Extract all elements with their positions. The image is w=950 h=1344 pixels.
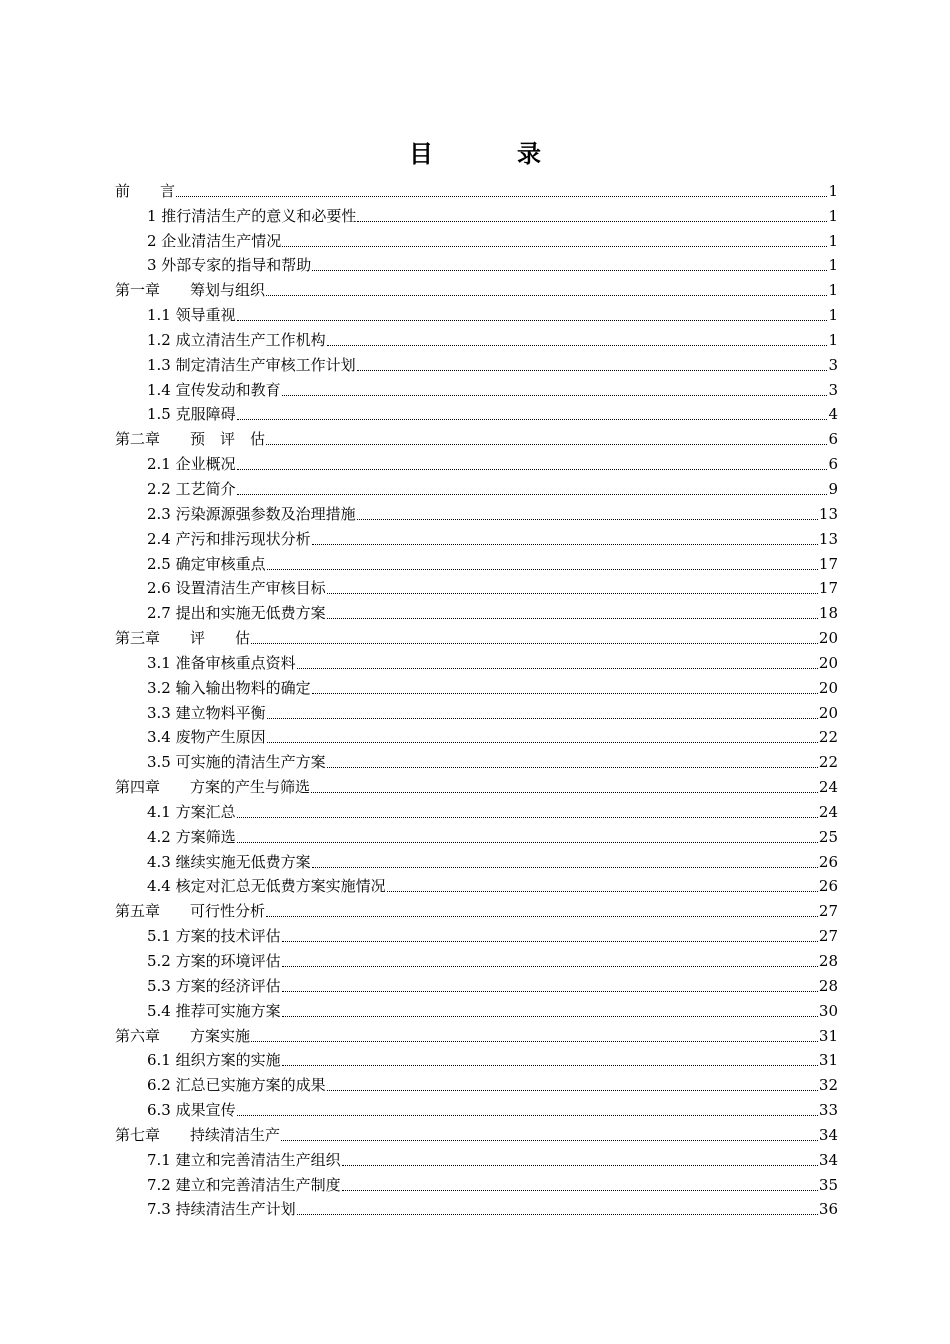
toc-leader-dots bbox=[251, 642, 818, 644]
toc-entry-label: 2.6 设置清洁生产审核目标 bbox=[147, 579, 326, 598]
page-title: 目 录 bbox=[409, 139, 571, 168]
toc-entry[interactable] bbox=[115, 771, 838, 796]
toc-entry-label: 1.2 成立清洁生产工作机构 bbox=[147, 330, 326, 349]
toc-leader-dots bbox=[237, 816, 818, 818]
toc-entry-page: 9 bbox=[828, 479, 838, 498]
toc-entry-page: 17 bbox=[818, 554, 838, 573]
toc-leader-dots bbox=[327, 617, 818, 619]
toc-entry-label: 2.2 工艺简介 bbox=[147, 479, 236, 498]
toc-entry-page: 13 bbox=[818, 504, 838, 523]
toc-entry[interactable] bbox=[115, 945, 838, 970]
toc-entry-label: 1.5 克服障碍 bbox=[147, 405, 236, 424]
toc-entry-label: 6.1 组织方案的实施 bbox=[147, 1051, 281, 1070]
toc-entry[interactable] bbox=[115, 647, 838, 672]
toc-entry-page: 31 bbox=[818, 1051, 838, 1070]
toc-entry[interactable] bbox=[115, 274, 838, 299]
toc-entry-page: 4 bbox=[828, 405, 838, 424]
toc-entry[interactable] bbox=[115, 796, 838, 821]
toc-leader-dots bbox=[267, 568, 818, 570]
toc-entry-label: 7.2 建立和完善清洁生产制度 bbox=[147, 1175, 341, 1194]
toc-leader-dots bbox=[327, 1089, 818, 1091]
toc-leader-dots bbox=[266, 443, 827, 445]
toc-entry[interactable] bbox=[115, 399, 838, 424]
toc-entry[interactable] bbox=[115, 374, 838, 399]
toc-entry-label: 7.3 持续清洁生产计划 bbox=[147, 1200, 296, 1219]
toc-leader-dots bbox=[297, 667, 818, 669]
toc-entry-label: 2.3 污染源源强参数及治理措施 bbox=[147, 504, 356, 523]
toc-entry[interactable] bbox=[115, 423, 838, 448]
toc-entry[interactable] bbox=[115, 622, 838, 647]
toc-leader-dots bbox=[267, 741, 818, 743]
toc-leader-dots bbox=[312, 269, 827, 271]
toc-entry[interactable] bbox=[115, 225, 838, 250]
toc-leader-dots bbox=[327, 592, 818, 594]
toc-entry-page: 31 bbox=[818, 1026, 838, 1045]
toc-entry-label: 3.5 可实施的清洁生产方案 bbox=[147, 753, 326, 772]
toc-entry[interactable] bbox=[115, 1069, 838, 1094]
toc-entry-label: 第一章 筹划与组织 bbox=[115, 281, 266, 300]
toc-leader-dots bbox=[266, 915, 818, 917]
toc-entry-label: 5.2 方案的环境评估 bbox=[147, 952, 281, 970]
toc-entry[interactable] bbox=[115, 573, 838, 598]
toc-entry-label: 第三章 评 估 bbox=[115, 629, 251, 648]
toc-entry-label: 第六章 方案实施 bbox=[115, 1026, 251, 1045]
toc-entry-label: 1 推行清洁生产的意义和必要性 bbox=[147, 206, 357, 225]
toc-leader-dots bbox=[312, 866, 818, 868]
toc-leader-dots bbox=[357, 369, 828, 371]
toc-entry[interactable] bbox=[115, 1020, 838, 1045]
toc-entry[interactable] bbox=[115, 871, 838, 896]
toc-entry[interactable] bbox=[115, 722, 838, 747]
toc-entry-label: 3.1 准备审核重点资料 bbox=[147, 653, 296, 672]
toc-entry-label: 1.3 制定清洁生产审核工作计划 bbox=[147, 355, 356, 374]
toc-leader-dots bbox=[357, 518, 818, 520]
toc-entry-label: 3.3 建立物料平衡 bbox=[147, 703, 266, 722]
toc-leader-dots bbox=[282, 1015, 818, 1017]
toc-entry-page: 36 bbox=[818, 1200, 838, 1219]
toc-leader-dots bbox=[312, 543, 818, 545]
toc-entry-page: 25 bbox=[818, 827, 838, 846]
toc-entry-page: 17 bbox=[818, 579, 838, 598]
toc-leader-dots bbox=[281, 1139, 818, 1141]
toc-entry[interactable] bbox=[115, 995, 838, 1020]
toc-entry-page: 20 bbox=[818, 678, 838, 697]
toc-entry[interactable] bbox=[115, 672, 838, 697]
toc-leader-dots bbox=[282, 245, 827, 247]
toc-entry-label: 5.1 方案的技术评估 bbox=[147, 927, 281, 946]
toc-entry-label: 前 言 bbox=[115, 181, 176, 200]
toc-entry[interactable] bbox=[115, 498, 838, 523]
toc-entry-label: 3 外部专家的指导和帮助 bbox=[147, 256, 312, 275]
toc-entry-label: 6.2 汇总已实施方案的成果 bbox=[147, 1076, 326, 1095]
toc-entry-page: 1 bbox=[828, 330, 838, 349]
toc-leader-dots bbox=[282, 990, 818, 992]
toc-entry[interactable] bbox=[115, 1094, 838, 1119]
toc-entry-page: 18 bbox=[818, 604, 838, 623]
toc-entry-page: 24 bbox=[818, 778, 838, 797]
toc-entry-page: 27 bbox=[818, 927, 838, 946]
toc-leader-dots bbox=[237, 319, 828, 321]
toc-entry[interactable] bbox=[115, 548, 838, 573]
toc-entry-page: 13 bbox=[818, 529, 838, 548]
toc-entry[interactable] bbox=[115, 299, 838, 324]
toc-entry-label: 4.2 方案筛选 bbox=[147, 827, 236, 846]
toc-leader-dots bbox=[237, 468, 828, 470]
toc-entry-page: 24 bbox=[818, 802, 838, 821]
toc-entry-page: 33 bbox=[818, 1101, 838, 1120]
toc-entry-page: 1 bbox=[828, 181, 838, 200]
toc-entry-page: 20 bbox=[818, 703, 838, 722]
toc-leader-dots bbox=[282, 394, 828, 396]
toc-leader-dots bbox=[237, 1114, 818, 1116]
toc-entry-label: 1.4 宣传发动和教育 bbox=[147, 380, 281, 399]
toc-entry-page: 26 bbox=[818, 852, 838, 871]
toc-leader-dots bbox=[327, 344, 828, 346]
toc-entry[interactable] bbox=[115, 746, 838, 771]
toc-entry[interactable] bbox=[115, 895, 838, 920]
toc-entry-label: 6.3 成果宣传 bbox=[147, 1101, 236, 1120]
toc-entry[interactable] bbox=[115, 821, 838, 846]
toc-leader-dots bbox=[251, 1040, 818, 1042]
toc-entry[interactable] bbox=[115, 920, 838, 945]
toc-entry-label: 第四章 方案的产生与筛选 bbox=[115, 778, 311, 797]
toc-leader-dots bbox=[237, 493, 828, 495]
toc-entry-label: 2 企业清洁生产情况 bbox=[147, 231, 282, 250]
toc-leader-dots bbox=[282, 940, 818, 942]
toc-leader-dots bbox=[282, 965, 818, 967]
toc-entry[interactable] bbox=[115, 1144, 838, 1169]
toc-entry-page: 34 bbox=[818, 1150, 838, 1169]
toc-entry-label: 第七章 持续清洁生产 bbox=[115, 1125, 281, 1144]
toc-entry[interactable] bbox=[115, 1045, 838, 1070]
toc-entry-label: 2.4 产污和排污现状分析 bbox=[147, 529, 311, 548]
toc-leader-dots bbox=[297, 1213, 818, 1215]
toc-entry[interactable] bbox=[115, 448, 838, 473]
toc-entry[interactable] bbox=[115, 697, 838, 722]
toc-entry-page: 1 bbox=[828, 306, 838, 325]
toc-entry-page: 34 bbox=[818, 1125, 838, 1144]
toc-leader-dots bbox=[282, 1064, 818, 1066]
toc-leader-dots bbox=[237, 418, 828, 420]
toc-entry-label: 4.3 继续实施无低费方案 bbox=[147, 852, 311, 871]
toc-entry-label: 3.2 输入输出物料的确定 bbox=[147, 678, 311, 697]
toc-entry-page: 28 bbox=[818, 976, 838, 995]
toc-entry-label: 5.4 推荐可实施方案 bbox=[147, 1001, 281, 1020]
toc-leader-dots bbox=[266, 294, 827, 296]
toc-leader-dots bbox=[357, 220, 827, 222]
toc-entry-page: 32 bbox=[818, 1076, 838, 1095]
toc-entry[interactable] bbox=[115, 324, 838, 349]
toc-entry-label: 3.4 废物产生原因 bbox=[147, 728, 266, 747]
toc-entry-page: 6 bbox=[828, 455, 838, 474]
toc-entry-page: 1 bbox=[828, 231, 838, 250]
toc-entry-page: 1 bbox=[828, 256, 838, 275]
toc-entry-label: 第五章 可行性分析 bbox=[115, 902, 266, 921]
toc-entry-page: 22 bbox=[818, 753, 838, 772]
toc-leader-dots bbox=[342, 1164, 818, 1166]
toc-entry-page: 20 bbox=[818, 653, 838, 672]
toc-entry-page: 1 bbox=[828, 206, 838, 225]
toc-entry-label: 1.1 领导重视 bbox=[147, 306, 236, 325]
toc-entry[interactable] bbox=[115, 523, 838, 548]
toc-leader-dots bbox=[237, 841, 818, 843]
toc-leader-dots bbox=[327, 766, 818, 768]
toc-entry[interactable] bbox=[115, 597, 838, 622]
toc-entry[interactable] bbox=[115, 846, 838, 871]
toc-entry[interactable] bbox=[115, 970, 838, 995]
toc-entry-page: 3 bbox=[828, 355, 838, 374]
toc-leader-dots bbox=[176, 195, 827, 197]
toc-leader-dots bbox=[311, 791, 818, 793]
toc-entry-page: 22 bbox=[818, 728, 838, 747]
toc-entry-label: 第二章 预 评 估 bbox=[115, 430, 266, 449]
toc-leader-dots bbox=[387, 890, 818, 892]
toc-entry-page: 30 bbox=[818, 1001, 838, 1020]
toc-entry-label: 4.1 方案汇总 bbox=[147, 802, 236, 821]
toc-entry-page: 20 bbox=[818, 629, 838, 648]
toc-entry-page: 35 bbox=[818, 1175, 838, 1194]
toc-leader-dots bbox=[312, 692, 818, 694]
toc-entry-page: 1 bbox=[828, 281, 838, 300]
toc-leader-dots bbox=[342, 1189, 818, 1191]
toc-entry-label: 5.3 方案的经济评估 bbox=[147, 976, 281, 995]
toc-entry-page: 28 bbox=[818, 952, 838, 970]
toc-entry[interactable] bbox=[115, 473, 838, 498]
toc-entry-page: 27 bbox=[818, 902, 838, 921]
toc-entry[interactable] bbox=[115, 175, 838, 200]
toc-entry-label: 2.5 确定审核重点 bbox=[147, 554, 266, 573]
toc-entry-page: 3 bbox=[828, 380, 838, 399]
toc-entry[interactable] bbox=[115, 1169, 838, 1194]
toc-entry[interactable] bbox=[115, 349, 838, 374]
table-of-contents bbox=[115, 175, 838, 1218]
toc-entry[interactable] bbox=[115, 200, 838, 225]
toc-entry[interactable] bbox=[115, 250, 838, 275]
toc-entry-label: 2.1 企业概况 bbox=[147, 455, 236, 474]
toc-entry-page: 26 bbox=[818, 877, 838, 896]
toc-entry-page: 6 bbox=[828, 430, 838, 449]
toc-leader-dots bbox=[267, 717, 818, 719]
toc-entry[interactable] bbox=[115, 1194, 838, 1219]
toc-entry[interactable] bbox=[115, 1119, 838, 1144]
toc-entry-label: 4.4 核定对汇总无低费方案实施情况 bbox=[147, 877, 386, 896]
toc-entry-label: 7.1 建立和完善清洁生产组织 bbox=[147, 1150, 341, 1169]
toc-entry-label: 2.7 提出和实施无低费方案 bbox=[147, 604, 326, 623]
